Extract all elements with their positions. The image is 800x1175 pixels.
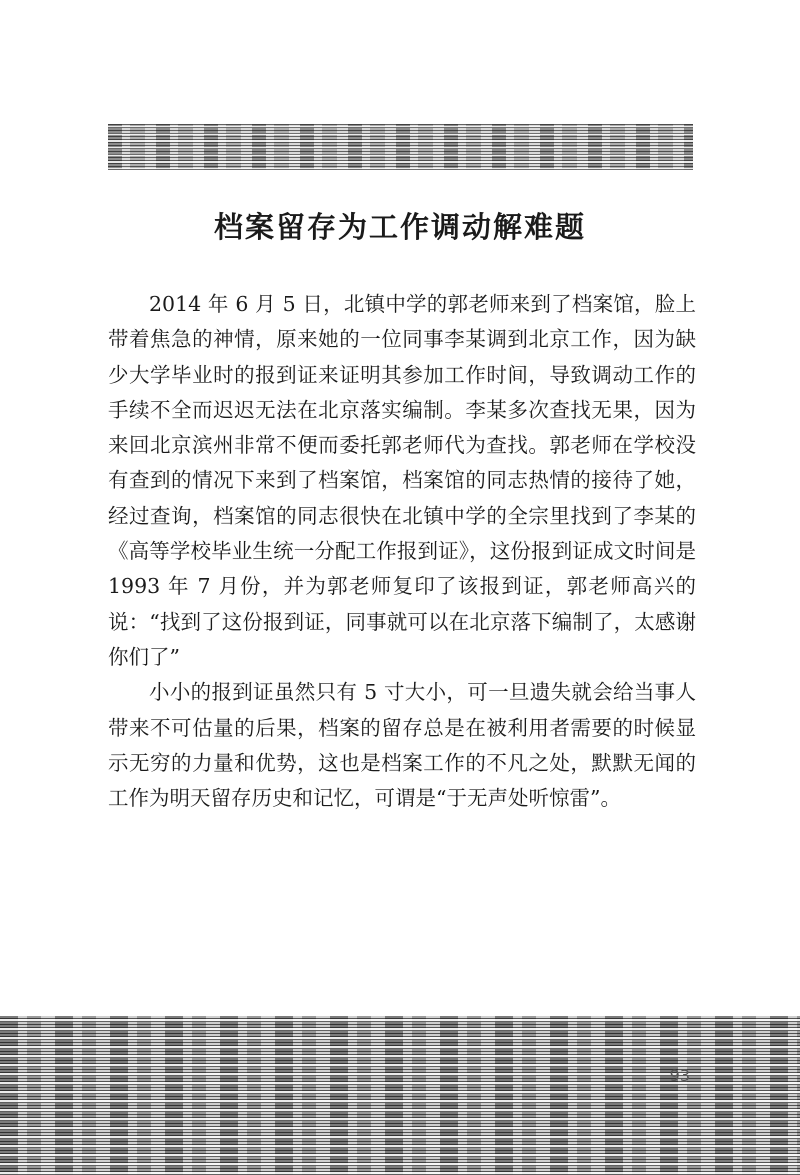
paragraph-1: 2014 年 6 月 5 日，北镇中学的郭老师来到了档案馆，脸上带着焦急的神情，原来她的一位同事李某调到北京工作，因为缺少大学毕业时的报到证来证明其参加工作时间，导致调动工作的手续不全而迟迟无法在北京落实编制。李某多次查找无果，因为来回北京滨州非常不便而委托郭老师代为查找。郭老师在学校没有查到的情况下来到了档案馆，档案馆的同志热情的接待了她，经过查询，档案馆的同志很快在北镇中学的全宗里找到了李某的《高等学校毕业生统一分配工作报到证》，这份报到证成文时间是 1993 年 7 月份，并为郭老师复印了该报到证，郭老师高兴的说：“找到了这份报到证，同事就可以在北京落下编制了，太感谢你们了” — [108, 292, 696, 669]
article-body — [108, 287, 696, 816]
article-title: 档案留存为工作调动解难题 — [213, 210, 586, 244]
footer-decoration — [0, 1016, 800, 1175]
header-decoration — [108, 124, 693, 170]
paragraph-2: 小小的报到证虽然只有 5 寸大小，可一旦遗失就会给当事人带来不可估量的后果，档案的留存总是在被利用者需要的时候显示无穷的力量和优势，这也是档案工作的不凡之处，默默无闻的工作为明天留存历史和记忆，可谓是“于无声处听惊雷”。 — [108, 680, 696, 811]
page-number: 93 — [669, 1066, 690, 1085]
